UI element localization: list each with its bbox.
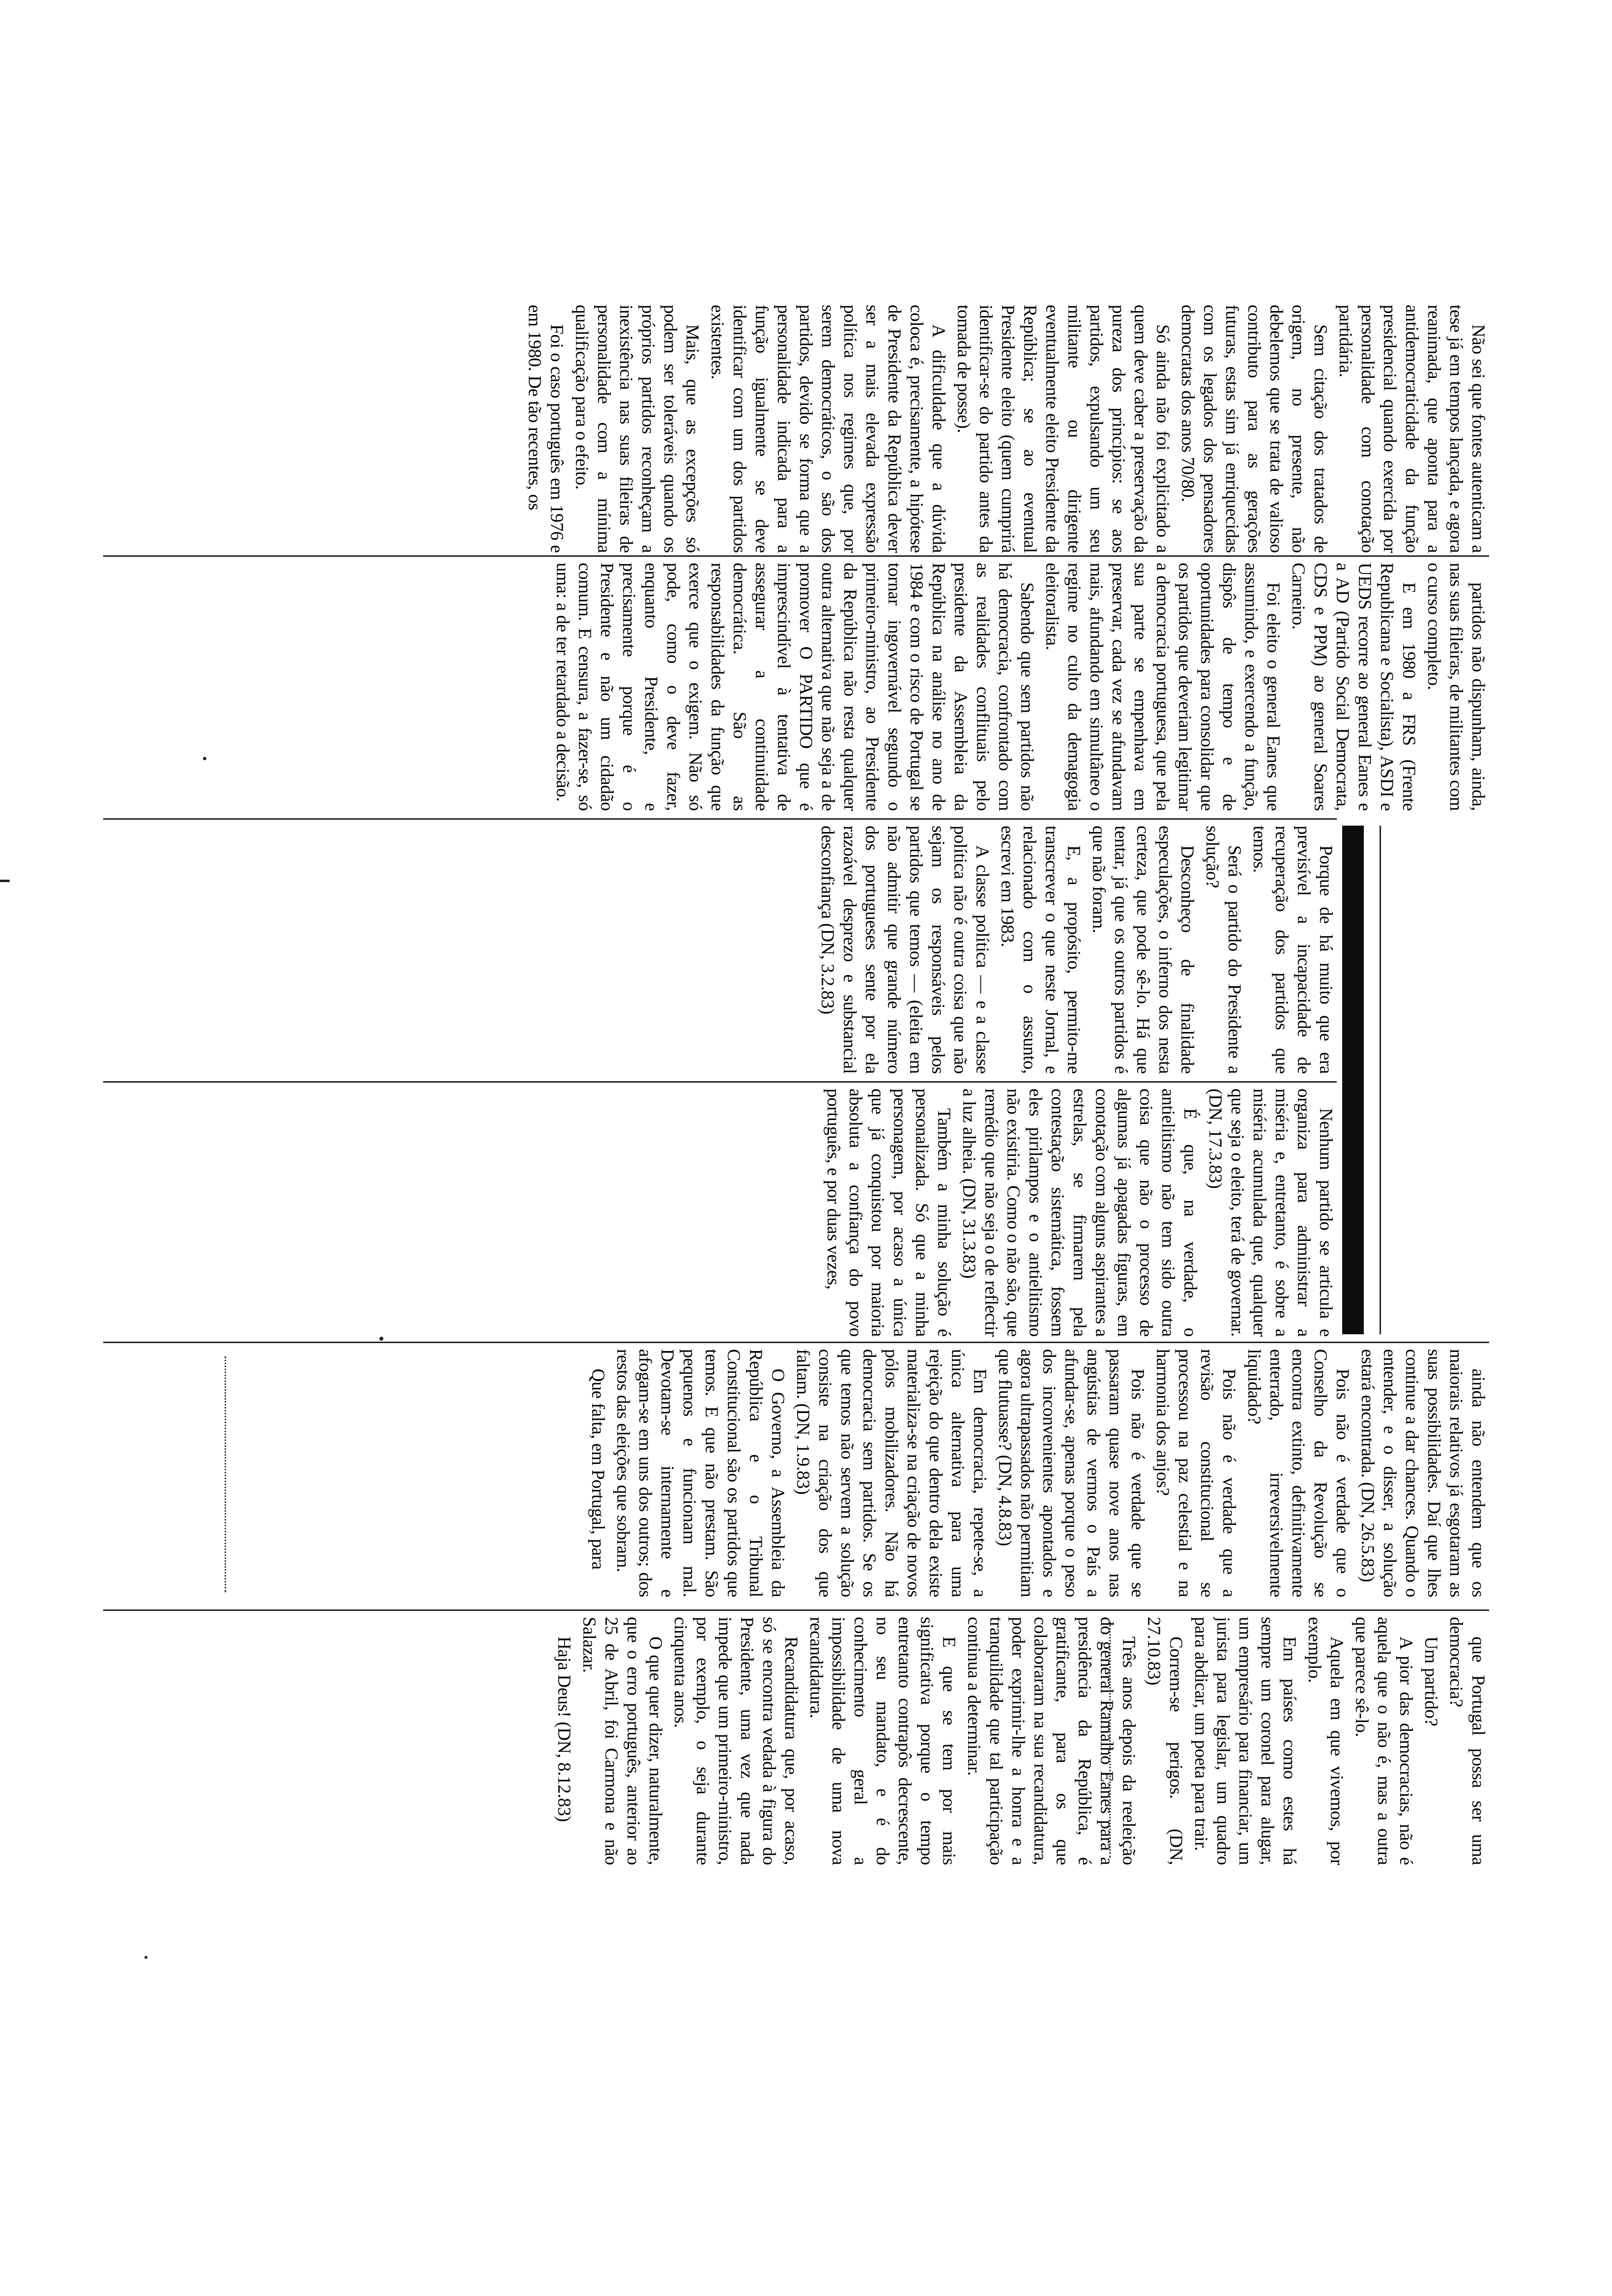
- article-paragraph: E, a propósito, permito-me transcrever o que neste Jornal, e relacionado com o assunto, escrevi em 1983.: [997, 826, 1084, 1074]
- scan-speck: [0, 880, 10, 882]
- separator-dots: [1109, 1622, 1111, 1858]
- article-paragraph: Será o partido do Presidente a solução?: [1202, 826, 1244, 1074]
- article-paragraph: Haja Deus! (DN, 8.12.83): [554, 1636, 574, 1822]
- column-rule: [103, 555, 1489, 557]
- article-paragraph: A pior das democracias, não é aquela que o não é, mas a outra que parece sê-lo.: [1352, 1617, 1416, 1865]
- article-paragraph: Em democracia, repete-se, a única alternativa para uma rejeição do que dentro dela existe materializa-se na criação de novos pólos mobilizadores. Não há democracia sem partidos. Se os que temos não servem a solução consiste na criação dos que faltam. (DN, 1.9.83): [793, 1349, 990, 1597]
- separator-dots: [225, 1356, 226, 1592]
- article-paragraph: Desconheço de finalidade especulações, o inferno dos nesta certeza, que pode sê-lo. Há que tentar, já que os outros partidos é que não foram.: [1089, 826, 1197, 1074]
- article-paragraph: A classe política — e a classe política não é outra coisa que não sejam os responsáveis pelos partidos que temos — (eleita em não admitir que grande número dos portugueses sente por ela razoável desprezo e substancial desconfiança (DN, 3.2.83): [817, 826, 992, 1074]
- article-column-5: [103, 1349, 1489, 1597]
- article-paragraph: que Portugal possa ser uma democracia?: [1446, 1617, 1488, 1865]
- article-paragraph: E que se tem por mais significativa porque o tempo entretanto contrapôs decrescente, no seu mandato, e é do conhecimento geral a impossibilidade de uma nova recandidatura.: [806, 1617, 959, 1865]
- article-column-1: [103, 305, 1489, 553]
- article-paragraph: Um partido?: [1421, 1636, 1441, 1726]
- article-paragraph: Pois não é verdade que o Conselho da Revolução se encontra extinto, definitivamente enterrado, irreversivelmente liquidado?: [1244, 1349, 1353, 1597]
- article-paragraph: Aquela em que vivemos, por exemplo.: [1304, 1617, 1347, 1865]
- scan-speck: [144, 1956, 147, 1959]
- article-paragraph: Sabendo que sem partidos não há democracia, confrontado com as realidades conflituais pelo presidente da Assembleia da República na análise no ano de 1984 e com o risco de Portugal se tornar ingovernável segundo o primeiro-ministro, ao Presidente da República não resta qualquer outra alternativa que não seja a de promover O PARTIDO que é imprescindível à tentativa de assegurar a continuidade democrática. São as responsabilidades da função que exerce que o exigem. Não só pode, como o deve fazer, enquanto Presidente, e precisamente porque é o Presidente e não um cidadão comum. E censura, a fazer-se, só uma: a de ter retardado a decisão.: [552, 563, 1037, 811]
- article-paragraph: Correm-se perigos. (DN, 27.10.83): [1144, 1617, 1186, 1865]
- article-paragraph: E em 1980 a FRS (Frente Republicana e Socialista), ASDI e UEDS recorre ao general Eanes e a AD (Partido Social Democrata, CDS e PPM) ao general Soares Carneiro.: [1288, 563, 1419, 811]
- column-rule: [103, 1609, 1489, 1611]
- article-column-2: [103, 563, 1489, 811]
- article-paragraph: Mais, que as excepções só podem ser toleráveis quando os próprios partidos reconheçam a inexistência nas suas fileiras de personalidade com a mínima qualificação para o efeito.: [572, 305, 702, 553]
- article-paragraph: Também a minha solução é personalizada. Só que a minha personagem, por acaso a única que já conquistou por maioria absoluta a confiança do povo português, e por duas vezes,: [823, 1089, 954, 1337]
- article-paragraph: Foi eleito o general Eanes que assumindo, e exercendo a função, dispôs de tempo e de oportunidades para consolidar que os partidos que deveriam legitimar a democracia portuguesa, que pela sua parte se empenhava em preservar, cada vez se afundavam mais, afundando em simultâneo o regime no culto da demagogia eleitoralista.: [1042, 563, 1283, 811]
- article-paragraph: ainda não entendem que os maiorais relativos já esgotaram as suas possibilidades. Daí que lhes continue a dar chances. Quando o entender, e o disser, a solução estará encontrada. (DN, 26.5.83): [1357, 1349, 1488, 1597]
- article-paragraph: Três anos depois da reeleição do general Ramalho Eanes para a presidência da República, é gratificante, para os que colaboraram na sua recandidatura, poder exprimir-lhe a honra e a tranquilidade que tal participação continua a determinar.: [964, 1617, 1139, 1865]
- article-paragraph: O Governo, a Assembleia da República e o Tribunal Constitucional são os partidos que temos. E que não prestam. São pequenos e funcionam mal. Devotam-se internamente e afogam-se em uns dos outros; dos restos das eleições que sobram.: [613, 1349, 788, 1597]
- article-paragraph: Recandidatura que, por acaso, só se encontra vedada à figura do Presidente, uma vez que nada impede que um primeiro-ministro, por exemplo, o seja durante cinquenta anos.: [670, 1617, 801, 1865]
- article-paragraph: Em países como estes há sempre um coronel para alugar, um empresário para financiar, um jurista para legislar, um quadro para abdicar, um poeta para trair.: [1191, 1617, 1299, 1865]
- article-paragraph: partidos não dispunham, ainda, nas suas fileiras, de militantes com o curso completo.: [1424, 563, 1488, 811]
- header-bar: [1342, 826, 1364, 1334]
- column-rule: [103, 818, 1337, 820]
- article-paragraph: Que falta, em Portugal, para: [588, 1369, 608, 1570]
- article-paragraph: Sem citação dos tratados de origem, no presente, não debelemos que se trata de valioso contributo para as gerações futuras, estas sim já enriquecidas com os legados dos pensadores democratas dos anos 70/80.: [1178, 305, 1330, 553]
- article-column-6: [103, 1617, 1489, 1865]
- column-rule: [103, 1342, 1489, 1343]
- article-paragraph: Nenhum partido se articula e organiza para administrar a miséria e, entretanto, é sobre a miséria acumulada que, qualquer que seja o eleito, terá de governar. (DN, 17.3.83): [1205, 1089, 1336, 1337]
- column-rule: [103, 1081, 1337, 1083]
- article-paragraph: Foi o caso português em 1976 e em 1980. De tão recentes, os: [524, 305, 567, 553]
- article-paragraph: Pois não é verdade que a revisão constitucional se processou na paz celestial e na harmonia dos anjos?: [1152, 1349, 1239, 1597]
- scan-speck: [379, 1337, 383, 1341]
- scan-speck: [203, 757, 206, 760]
- article-paragraph: Porque de há muito que era previsível a incapacidade de recuperação dos partidos que temos.: [1249, 826, 1336, 1074]
- header-rule: [1380, 826, 1381, 1334]
- article-paragraph: Só ainda não foi explicitado a quem deve caber a preservação da pureza dos princípios: se aos partidos, expulsando um seu militante ou dirigente eventualmente eleito Presidente da República; se ao eventual Presidente eleito (quem cumprirá identificar-se do partido antes da tomada de posse).: [953, 305, 1173, 553]
- article-paragraph: A dificuldade que a dúvida coloca é, precisamente, a hipótese de Presidente da República dever ser a mais elevada expressão política nos regimes que, por serem democráticos, o são dos partidos, devido se forma que a personalidade indicada para a função igualmente se deve identificar com um dos partidos existentes.: [707, 305, 949, 553]
- article-column-4: [103, 1089, 1337, 1337]
- article-paragraph: Não sei que fontes autenticam a tese já em tempos lançada, e agora reanimada, que aponta para a antidemocraticidade da função presidencial quando exercida por personalidade com conotação partidária.: [1335, 305, 1488, 553]
- article-paragraph: O que quer dizer, naturalmente, que o erro português, anterior ao 25 de Abril, foi Carmona e não Salazar.: [579, 1617, 665, 1865]
- article-paragraph: Pois não é verdade que se passaram quase nove anos nas angústias de vermos o País a afundar-se, apenas porque o peso dos inconvenientes apontados e agora ultrapassados não permitiam que flutuasse? (DN, 4.8.83): [995, 1349, 1148, 1597]
- article-paragraph: É que, na verdade, o antielitismo não tem sido outra coisa que não o processo de algumas já apagadas figuras, em conotação com alguns aspirantes a estrelas, se firmarem pela contestação sistemática, fossem eles pirilampos e o antielitismo não existiria. Como o não são, que remédio que não seja o de reflectir a luz alheia. (DN, 31.3.83): [959, 1089, 1200, 1337]
- article-column-3: [103, 826, 1337, 1074]
